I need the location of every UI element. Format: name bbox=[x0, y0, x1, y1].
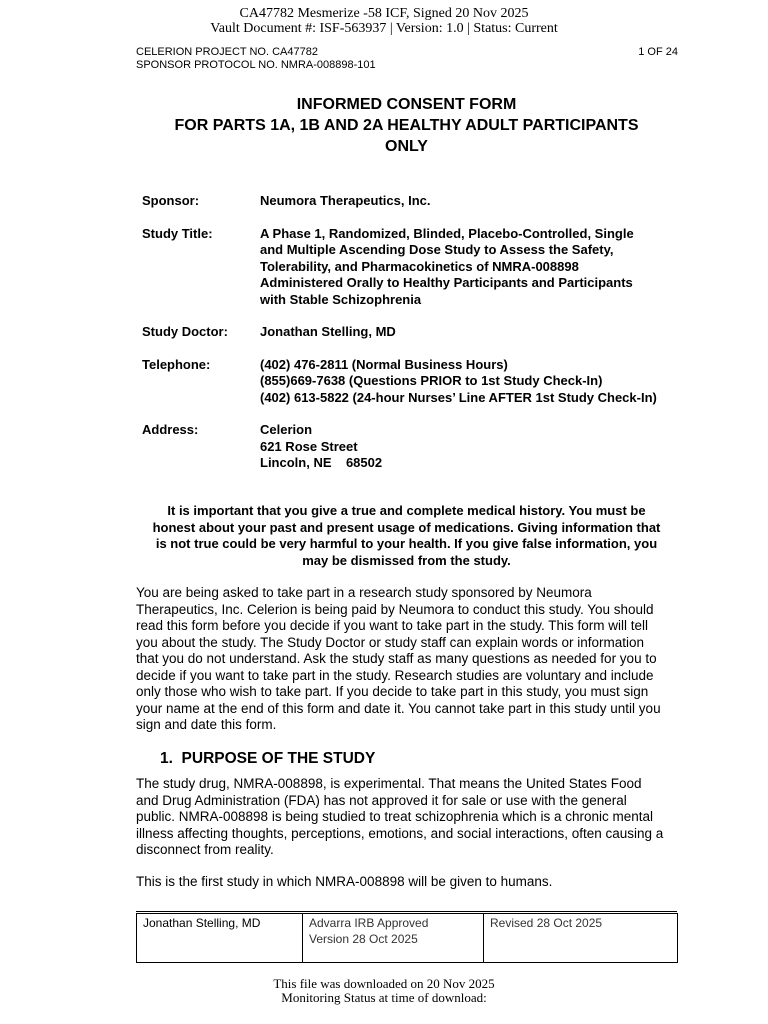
doctor-cell: Jonathan Stelling, MD bbox=[137, 914, 303, 963]
title-line-3: ONLY bbox=[385, 138, 428, 155]
address-line: Celerion bbox=[260, 422, 313, 437]
study-title-row bbox=[142, 226, 702, 309]
address-line: 621 Rose Street bbox=[260, 438, 358, 454]
telephone-line: (402) 476-2811 (Normal Business Hours) bbox=[260, 356, 508, 372]
study-title-line: Administered Orally to Healthy Participants and Participants bbox=[260, 275, 633, 290]
title-line-1: INFORMED CONSENT FORM bbox=[296, 96, 517, 113]
intro-line: your name at the end of this form and date it. You cannot take part in this study until you bbox=[136, 700, 661, 716]
document-title bbox=[136, 94, 677, 157]
warning-line: honest about your past and present usage of medications. Giving information that bbox=[152, 519, 661, 535]
project-number: CELERION PROJECT NO. CA47782 bbox=[136, 46, 318, 58]
download-footer bbox=[0, 977, 768, 1005]
study-info-block bbox=[142, 193, 702, 488]
sponsor-label: Sponsor: bbox=[142, 193, 200, 208]
intro-line: decide if you want to take part in the study. Research studies are voluntary and include bbox=[136, 667, 654, 683]
footer-divider bbox=[136, 911, 677, 912]
address-value bbox=[260, 422, 702, 472]
telephone-line: (855)669-7638 (Questions PRIOR to 1st Study Check-In) bbox=[260, 373, 603, 388]
intro-line: Therapeutics, Inc. Celerion is being paid by Neumora to conduct this study. You should bbox=[136, 601, 654, 617]
telephone-row bbox=[142, 357, 702, 407]
telephone-value bbox=[260, 357, 702, 407]
intro-line: sign and date this form. bbox=[136, 717, 277, 732]
study-title-line: and Multiple Ascending Dose Study to Assess the Safety, bbox=[260, 242, 614, 257]
purpose-line: disconnect from reality. bbox=[136, 842, 274, 857]
study-title-label: Study Title: bbox=[142, 225, 213, 241]
intro-line: you about the study. The Study Doctor or study staff can explain words or information bbox=[136, 634, 645, 650]
download-date-line: This file was downloaded on 20 Nov 2025 bbox=[273, 976, 495, 991]
warning-line: may be dismissed from the study. bbox=[302, 552, 511, 568]
vault-header bbox=[0, 6, 768, 36]
telephone-label: Telephone: bbox=[142, 356, 211, 372]
address-label: Address: bbox=[142, 422, 199, 437]
vault-header-line2: Vault Document #: ISF-563937 | Version: 1.0 | Status: Current bbox=[210, 21, 558, 36]
intro-line: read this form before you decide if you want to take part in the study. This form will tell bbox=[136, 618, 648, 633]
vault-header-line1: CA47782 Mesmerize -58 ICF, Signed 20 Nov 2025 bbox=[239, 6, 529, 21]
medical-history-warning bbox=[136, 503, 677, 569]
purpose-line: The study drug, NMRA-008898, is experimental. That means the United States Food bbox=[136, 776, 642, 791]
sponsor-row bbox=[142, 193, 702, 210]
intro-line: You are being asked to take part in a research study sponsored by Neumora bbox=[136, 585, 592, 600]
warning-line: It is important that you give a true and complete medical history. You must be bbox=[167, 503, 646, 518]
monitoring-status-line: Monitoring Status at time of download: bbox=[281, 990, 487, 1005]
section-heading-purpose: 1. PURPOSE OF THE STUDY bbox=[160, 750, 376, 767]
page-number: 1 OF 24 bbox=[638, 46, 678, 58]
warning-line: is not true could be very harmful to your health. If you give false information, you bbox=[155, 536, 658, 551]
purpose-paragraph bbox=[136, 776, 686, 859]
signature-table bbox=[136, 913, 678, 963]
intro-paragraph bbox=[136, 585, 686, 734]
intro-line: that you do not understand. Ask the study staff as many questions as needed for you to bbox=[136, 651, 657, 666]
revised-cell: Revised 28 Oct 2025 bbox=[484, 914, 678, 963]
telephone-line: (402) 613-5822 (24-hour Nurses’ Line AFTER 1st Study Check-In) bbox=[260, 389, 657, 405]
signature-table-row bbox=[137, 914, 678, 963]
title-line-2: FOR PARTS 1A, 1B AND 2A HEALTHY ADULT PARTICIPANTS bbox=[174, 117, 639, 134]
study-title-line: with Stable Schizophrenia bbox=[260, 291, 422, 307]
purpose-line: illness affecting thoughts, perceptions, emotions, and social interactions, often causing a bbox=[136, 825, 664, 841]
sponsor-value: Neumora Therapeutics, Inc. bbox=[260, 193, 431, 208]
protocol-number: SPONSOR PROTOCOL NO. NMRA-008898-101 bbox=[136, 59, 376, 71]
study-doctor-label: Study Doctor: bbox=[142, 324, 228, 339]
study-title-line: Tolerability, and Pharmacokinetics of NMRA-008898 bbox=[260, 258, 579, 274]
study-title-line: A Phase 1, Randomized, Blinded, Placebo-Controlled, Single bbox=[260, 225, 634, 241]
address-line: Lincoln, NE 68502 bbox=[260, 455, 383, 470]
study-doctor-value: Jonathan Stelling, MD bbox=[260, 324, 396, 339]
purpose-line: public. NMRA-008898 is being studied to treat schizophrenia which is a chronic mental bbox=[136, 809, 654, 824]
purpose-line: and Drug Administration (FDA) has not approved it for sale or use with the general bbox=[136, 792, 627, 808]
study-doctor-row bbox=[142, 324, 702, 341]
project-info bbox=[136, 46, 376, 72]
irb-approved-line: Advarra IRB Approved bbox=[309, 916, 429, 930]
study-title-value bbox=[260, 226, 702, 309]
address-row bbox=[142, 422, 702, 472]
irb-cell bbox=[303, 914, 484, 963]
intro-line: only those who wish to take part. If you decide to take part in this study, you must sign bbox=[136, 684, 649, 699]
first-in-human-paragraph: This is the first study in which NMRA-008898 will be given to humans. bbox=[136, 874, 553, 889]
irb-version-line: Version 28 Oct 2025 bbox=[309, 932, 418, 946]
